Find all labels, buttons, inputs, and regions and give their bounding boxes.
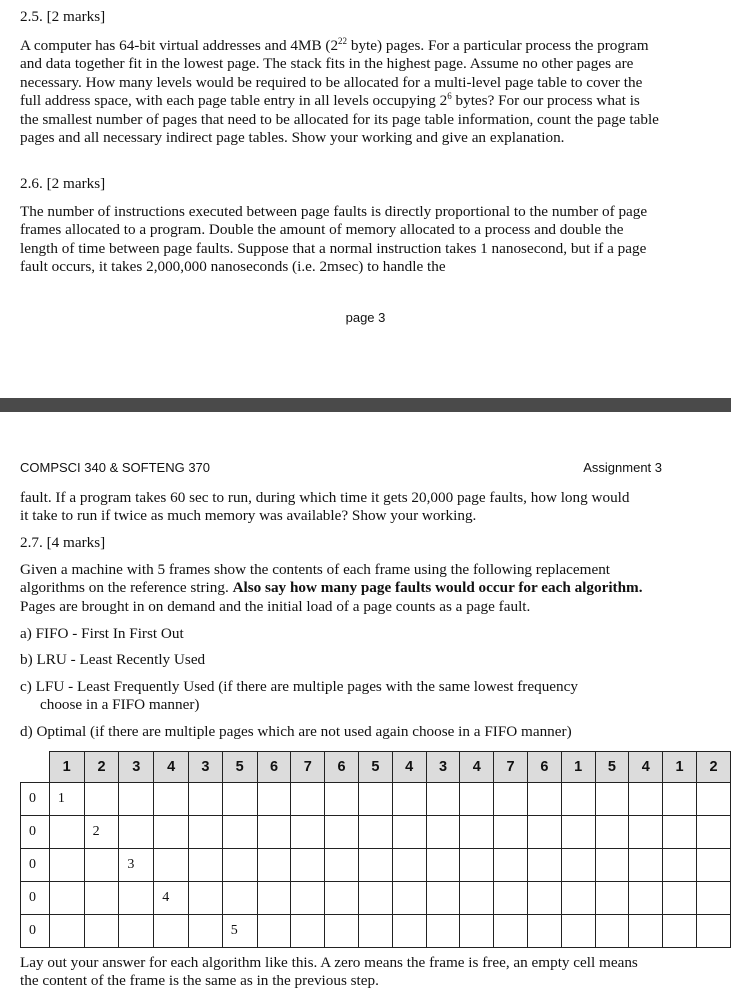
q27-intro-bold: Also say how many page faults would occur for each algorithm. bbox=[232, 579, 643, 597]
table-corner-cell bbox=[21, 752, 50, 783]
frame-cell bbox=[119, 915, 154, 948]
page-footer: page 3 bbox=[345, 310, 386, 325]
frame-cell bbox=[696, 882, 730, 915]
frame-row bbox=[21, 882, 731, 915]
frame-row bbox=[21, 816, 731, 849]
course-header: COMPSCI 340 & SOFTENG 370 bbox=[20, 460, 211, 475]
frame-cell bbox=[561, 816, 595, 849]
frame-cell bbox=[291, 816, 325, 849]
frame-cell bbox=[629, 882, 663, 915]
reference-page-cell: 6 bbox=[527, 752, 561, 783]
frame-cell bbox=[527, 783, 561, 816]
q26-continued-text: fault. If a program takes 60 sec to run, during which time it gets 20,000 page faults, how long would it take to run if twice as much memory was available? Show your working. bbox=[20, 489, 630, 525]
frame-cell bbox=[84, 882, 119, 915]
reference-page-cell: 5 bbox=[222, 752, 257, 783]
reference-page-cell: 1 bbox=[663, 752, 697, 783]
frame-cell bbox=[561, 783, 595, 816]
frame-cell bbox=[494, 783, 528, 816]
frame-cell bbox=[494, 915, 528, 948]
reference-page-cell: 7 bbox=[494, 752, 528, 783]
frame-cell bbox=[257, 915, 291, 948]
frame-cell bbox=[84, 849, 119, 882]
reference-page-cell: 6 bbox=[257, 752, 291, 783]
frame-cell bbox=[154, 783, 189, 816]
frame-cell bbox=[663, 816, 697, 849]
frame-cell bbox=[84, 915, 119, 948]
reference-page-cell: 2 bbox=[84, 752, 119, 783]
frame-cell bbox=[426, 849, 460, 882]
q27-item-d: d) Optimal (if there are multiple pages which are not used again choose in a FIFO manner) bbox=[20, 723, 572, 740]
q27-item-c-line1: c) LFU - Least Frequently Used (if there are multiple pages with the same lowest frequency bbox=[20, 678, 578, 695]
frame-cell bbox=[154, 849, 189, 882]
frame-cell bbox=[189, 882, 223, 915]
frame-cell bbox=[561, 915, 595, 948]
frame-cell bbox=[325, 882, 359, 915]
frame-cell bbox=[189, 816, 223, 849]
frame-cell bbox=[257, 849, 291, 882]
frame-cell bbox=[595, 915, 629, 948]
frame-initial-value: 0 bbox=[21, 816, 50, 849]
frame-cell bbox=[325, 816, 359, 849]
frame-cell bbox=[460, 915, 494, 948]
q27-outro: Lay out your answer for each algorithm like this. A zero means the frame is free, an empty cell means the content of the frame is the same as in the previous step. bbox=[20, 954, 638, 990]
frame-cell bbox=[494, 882, 528, 915]
frame-cell bbox=[222, 816, 257, 849]
frame-cell bbox=[358, 915, 392, 948]
frame-cell bbox=[392, 783, 426, 816]
frame-cell bbox=[629, 849, 663, 882]
frame-cell bbox=[696, 816, 730, 849]
reference-page-cell: 4 bbox=[392, 752, 426, 783]
frame-cell bbox=[527, 915, 561, 948]
frame-cell: 5 bbox=[222, 915, 257, 948]
reference-page-cell: 5 bbox=[595, 752, 629, 783]
frame-cell: 1 bbox=[49, 783, 84, 816]
frame-cell bbox=[392, 915, 426, 948]
frame-cell bbox=[189, 915, 223, 948]
q25-text-c: bytes? For our process what is the smallest number of pages that need to be allocated for its page table information, count the page table pages and all necessary indirect page tables. Show your working and give an explanation. bbox=[20, 92, 659, 147]
reference-string-row bbox=[21, 752, 731, 783]
reference-page-cell: 1 bbox=[49, 752, 84, 783]
frame-initial-value: 0 bbox=[21, 849, 50, 882]
frame-row bbox=[21, 849, 731, 882]
frame-cell bbox=[494, 816, 528, 849]
frame-row bbox=[21, 915, 731, 948]
frame-cell bbox=[154, 915, 189, 948]
frame-cell bbox=[629, 816, 663, 849]
frame-cell bbox=[696, 783, 730, 816]
frame-cell bbox=[460, 783, 494, 816]
frame-cell bbox=[84, 783, 119, 816]
frame-cell bbox=[257, 816, 291, 849]
q27-heading: 2.7. [4 marks] bbox=[20, 534, 106, 551]
q25-text-b: byte) pages. For a particular process the program and data together fit in the lowest page. The stack fits in the highest page. Assume no other pages are necessary. How many levels would be required to be allocated for a multi-level page table to cover the full address space, with each page table entry in all levels occupying 2 bbox=[20, 37, 649, 110]
frame-cell bbox=[222, 783, 257, 816]
frame-cell bbox=[595, 783, 629, 816]
q25-sup-b: 6 bbox=[447, 91, 452, 102]
frame-cell bbox=[358, 783, 392, 816]
frame-cell bbox=[527, 816, 561, 849]
frame-cell bbox=[358, 816, 392, 849]
frame-cell bbox=[696, 915, 730, 948]
frame-cell bbox=[358, 849, 392, 882]
frame-cell bbox=[392, 816, 426, 849]
frame-cell: 3 bbox=[119, 849, 154, 882]
frame-cell bbox=[222, 882, 257, 915]
q27-item-c-line2: choose in a FIFO manner) bbox=[40, 696, 200, 713]
frame-cell bbox=[426, 816, 460, 849]
frame-cell bbox=[527, 882, 561, 915]
frame-cell bbox=[663, 849, 697, 882]
frame-cell bbox=[696, 849, 730, 882]
assignment-header: Assignment 3 bbox=[583, 460, 662, 475]
frame-cell bbox=[257, 882, 291, 915]
q27-intro-b: Pages are brought in on demand and the initial load of a page counts as a page fault. bbox=[20, 597, 531, 615]
reference-page-cell: 6 bbox=[325, 752, 359, 783]
frame-cell: 2 bbox=[84, 816, 119, 849]
frame-cell bbox=[49, 882, 84, 915]
q25-text-a: A computer has 64-bit virtual addresses and 4MB (2 bbox=[20, 37, 339, 54]
frame-cell bbox=[291, 783, 325, 816]
frame-initial-value: 0 bbox=[21, 882, 50, 915]
frame-cell bbox=[561, 882, 595, 915]
frame-cell bbox=[460, 882, 494, 915]
frame-cell bbox=[426, 882, 460, 915]
frame-cell bbox=[595, 849, 629, 882]
frame-cell bbox=[291, 849, 325, 882]
reference-page-cell: 2 bbox=[696, 752, 730, 783]
frame-cell bbox=[561, 849, 595, 882]
reference-page-cell: 3 bbox=[119, 752, 154, 783]
frame-cell bbox=[663, 882, 697, 915]
frame-initial-value: 0 bbox=[21, 783, 50, 816]
q26-heading: 2.6. [2 marks] bbox=[20, 175, 106, 192]
frame-cell bbox=[119, 783, 154, 816]
frame-cell bbox=[119, 882, 154, 915]
frame-cell bbox=[527, 849, 561, 882]
reference-string-table bbox=[20, 751, 731, 948]
frame-cell bbox=[325, 783, 359, 816]
frame-cell bbox=[426, 783, 460, 816]
frame-cell bbox=[325, 849, 359, 882]
frame-cell bbox=[460, 816, 494, 849]
reference-page-cell: 4 bbox=[460, 752, 494, 783]
reference-page-cell: 5 bbox=[358, 752, 392, 783]
frame-cell bbox=[325, 915, 359, 948]
reference-page-cell: 7 bbox=[291, 752, 325, 783]
q26-text: The number of instructions executed between page faults is directly proportional to the number of page frames allocated to a program. Double the amount of memory allocated to a process and double the length of time between page faults. Suppose that a normal instruction takes 1 nanosecond, but if a page fault occurs, it takes 2,000,000 nanoseconds (i.e. 2msec) to handle the bbox=[20, 203, 648, 276]
frame-row bbox=[21, 783, 731, 816]
frame-cell bbox=[595, 882, 629, 915]
frame-cell bbox=[392, 849, 426, 882]
frame-cell bbox=[49, 816, 84, 849]
frame-cell bbox=[460, 849, 494, 882]
frame-cell bbox=[629, 783, 663, 816]
q25-text bbox=[20, 37, 660, 147]
q27-intro bbox=[20, 561, 660, 616]
frame-cell bbox=[358, 882, 392, 915]
frame-cell bbox=[222, 849, 257, 882]
frame-cell bbox=[189, 783, 223, 816]
frame-cell bbox=[154, 816, 189, 849]
frame-cell bbox=[257, 783, 291, 816]
frame-cell bbox=[49, 915, 84, 948]
frame-cell bbox=[663, 915, 697, 948]
frame-cell bbox=[189, 849, 223, 882]
q27-item-a: a) FIFO - First In First Out bbox=[20, 625, 184, 642]
frame-cell bbox=[426, 915, 460, 948]
frame-cell bbox=[494, 849, 528, 882]
frame-initial-value: 0 bbox=[21, 915, 50, 948]
frame-cell bbox=[49, 849, 84, 882]
q27-intro-a: Given a machine with 5 frames show the contents of each frame using the following replacement algorithms on the reference string. bbox=[20, 561, 611, 597]
reference-page-cell: 4 bbox=[629, 752, 663, 783]
frame-cell bbox=[291, 882, 325, 915]
frame-cell: 4 bbox=[154, 882, 189, 915]
q25-heading: 2.5. [2 marks] bbox=[20, 8, 106, 25]
reference-page-cell: 4 bbox=[154, 752, 189, 783]
frame-cell bbox=[119, 816, 154, 849]
frame-cell bbox=[595, 816, 629, 849]
reference-page-cell: 1 bbox=[561, 752, 595, 783]
frame-cell bbox=[291, 915, 325, 948]
reference-page-cell: 3 bbox=[426, 752, 460, 783]
frame-cell bbox=[663, 783, 697, 816]
q25-sup-a: 22 bbox=[338, 35, 348, 46]
q27-item-b: b) LRU - Least Recently Used bbox=[20, 651, 206, 668]
reference-page-cell: 3 bbox=[189, 752, 223, 783]
frame-cell bbox=[392, 882, 426, 915]
page-break-divider bbox=[0, 398, 731, 412]
frame-cell bbox=[629, 915, 663, 948]
